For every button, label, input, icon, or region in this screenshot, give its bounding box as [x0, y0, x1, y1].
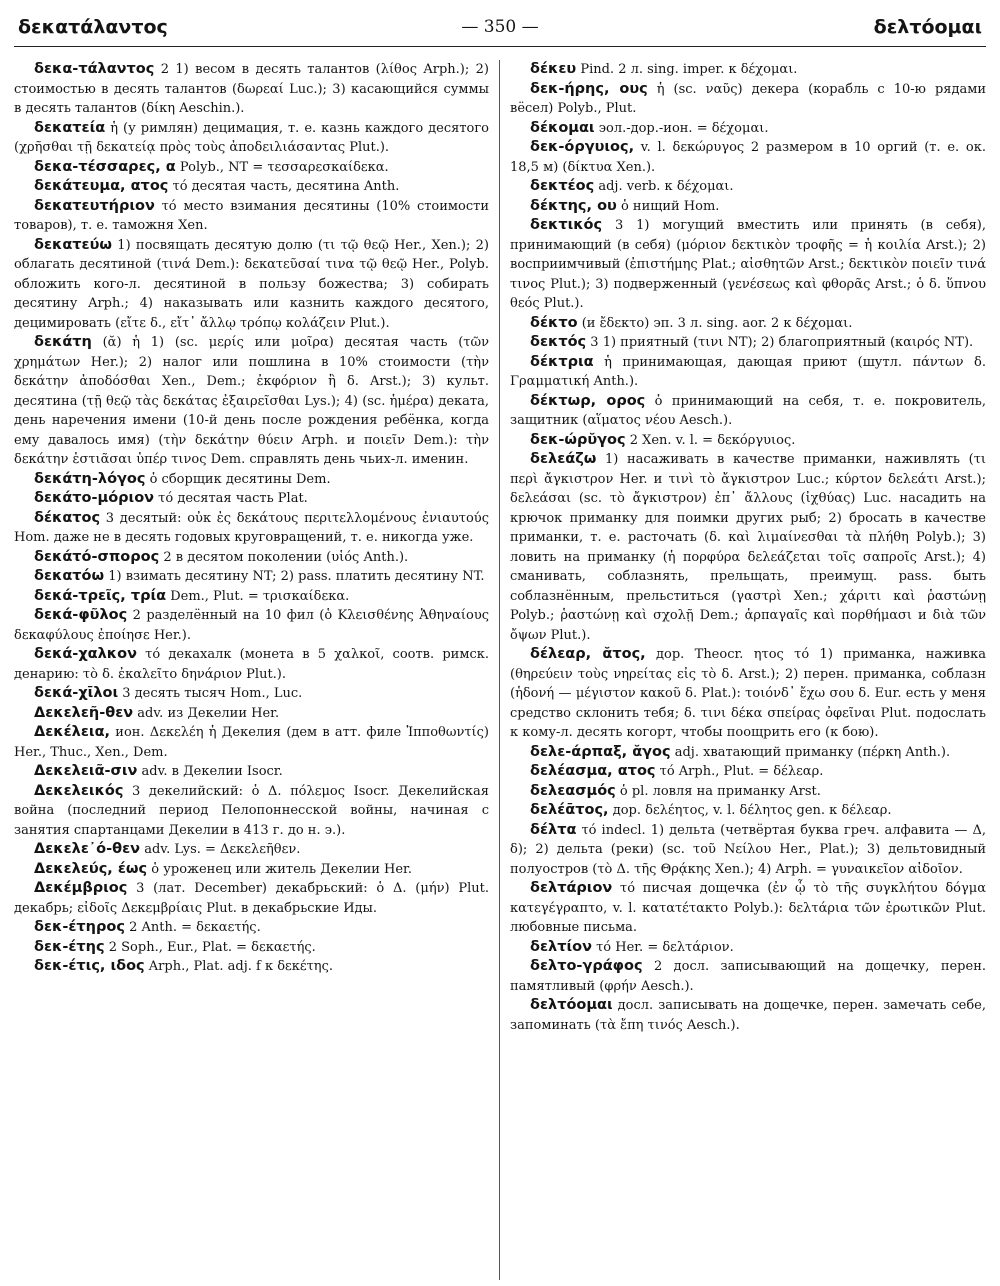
- dictionary-entry: [510, 431, 986, 451]
- entry-definition: τό место взимания десятины (10% стоимости товаров), т. е. таможня Xen.: [14, 198, 489, 233]
- entry-headword: δέκομαι: [530, 119, 595, 136]
- dictionary-entry: [510, 197, 986, 217]
- entry-definition: adj. хватающий приманку (πέρκη Anth.).: [670, 744, 951, 760]
- entry-headword: δέκτης, ου: [530, 197, 617, 214]
- entry-headword: Δεκέλεια,: [34, 724, 111, 740]
- entry-headword: δελτίον: [530, 938, 592, 955]
- dictionary-entry: [14, 158, 489, 178]
- entry-definition: 3 десять тысяч Hom., Luc.: [118, 686, 303, 701]
- dictionary-columns: [14, 60, 986, 1280]
- page-number: — 350 —: [461, 17, 539, 37]
- entry-headword: Δεκέμβριος: [34, 880, 128, 896]
- dictionary-entry: [510, 353, 986, 392]
- entry-headword: δεκάτο-μόριον: [34, 490, 155, 506]
- entry-headword: δελτάριον: [530, 880, 613, 896]
- entry-definition: τό писчая дощечка (ἐν ᾧ τὸ τῆς συγκλήτου δόγμα κατεγέγραπτο, v. l. κατατέτακτο Polyb.): δελτάρια τῶν ἐρωτικῶν Plut. любовные письма.: [510, 881, 986, 935]
- entry-headword: δεκα-τάλαντος: [34, 61, 155, 77]
- entry-headword: δεκάτη: [34, 334, 92, 350]
- dictionary-entry: [510, 314, 986, 334]
- entry-headword: δέκτωρ, ορος: [530, 392, 646, 409]
- page-header: [14, 10, 986, 47]
- entry-definition: (и ἔδεκτο) эп. 3 л. sing. aor. 2 к δέχομαι.: [577, 315, 853, 331]
- dictionary-entry: [14, 489, 489, 509]
- dictionary-entry: [510, 333, 986, 353]
- entry-definition: 2 Anth. = δεκαετής.: [124, 920, 261, 935]
- dictionary-entry: [14, 119, 489, 158]
- entry-headword: δελε-άρπαξ, ᾰγος: [530, 743, 671, 760]
- entry-headword: δεκά-χαλκον: [34, 646, 137, 662]
- entry-headword: δελτο-γράφος: [530, 958, 643, 974]
- entry-definition: τό десятая часть Plat.: [154, 491, 308, 506]
- entry-headword: Δεκελειᾶ-σιν: [34, 763, 138, 779]
- dictionary-entry: [14, 587, 489, 607]
- entry-headword: Δεκελεύς, έως: [34, 860, 148, 877]
- dictionary-entry: [510, 450, 986, 645]
- entry-headword: δεκά-χῑλοι: [34, 685, 119, 701]
- dictionary-entry: [510, 821, 986, 880]
- entry-headword: δεκατεία: [34, 119, 106, 136]
- dictionary-entry: [510, 938, 986, 958]
- dictionary-entry: [14, 509, 489, 548]
- right-column: [500, 60, 986, 1280]
- entry-headword: δέκατος: [34, 509, 101, 526]
- dictionary-entry: [510, 762, 986, 782]
- entry-headword: δέκτο: [530, 314, 578, 331]
- entry-headword: δεκατεύω: [34, 236, 113, 253]
- dictionary-entry: [14, 860, 489, 880]
- entry-definition: τό десятая часть, десятина Anth.: [168, 179, 400, 194]
- dictionary-entry: [510, 119, 986, 139]
- dictionary-entry: [14, 879, 489, 918]
- entry-definition: дор. δελέητος, v. l. δέλητος gen. к δέλεαρ.: [608, 803, 892, 818]
- entry-definition: ἡ принимающая, дающая приют (шутл. πάντων δ. Γραμματική Anth.).: [510, 354, 986, 389]
- dictionary-entry: [14, 938, 489, 958]
- running-head-right: δελτόομαι: [873, 16, 982, 38]
- entry-definition: досл. записывать на дощечке, перен. замечать себе, запоминать (τὰ ἔπη τινός Aesch.).: [510, 998, 986, 1033]
- entry-headword: δελτόομαι: [530, 997, 613, 1013]
- entry-definition: ὁ уроженец или житель Декелии Her.: [147, 861, 412, 877]
- dictionary-entry: [510, 60, 986, 80]
- entry-headword: δεκάτό-σπορος: [34, 548, 160, 565]
- entry-headword: δεκτέος: [530, 178, 595, 194]
- entry-definition: дор. Theocr. ητος τό 1) приманка, наживка (θηρεύειν τοὺς νηρείτας εἰς τὸ δ. Arst.); 2) перен. приманка, соблазн (ἡδονή — μέγιστον κακοῦ δ. Plat.): τοιόνδ᾽ ἔχω σου δ. Eur. есть у меня средство склонить тебя; δ. τινι δέκα σπείρας ὀφεῖναι Plut. подослать к кому-л. десять когорт, чтобы поощрить его (к бою).: [510, 647, 986, 740]
- dictionary-entry: [14, 236, 489, 334]
- entry-definition: 3 декелийский: ὁ Δ. πόλεμος Isocr. Декелийская война (последний период Пелопоннесской войны, начиная с занятия спартанцами Декелии в 413 г. до н. э.).: [14, 783, 489, 838]
- entry-definition: Polyb., NT = τεσσαρεσκαίδεκα.: [175, 159, 389, 175]
- dictionary-entry: [510, 879, 986, 938]
- entry-definition: 1) посвящать десятую долю (τι τῷ θεῷ Her., Xen.); 2) облагать десятиной (τινά Dem.): δεκατεῦσαί τινα τῷ θεῷ Her., Polyb. обложить кого-л. десятиной в пользу божества; 3) собирать десятину Arph.; 4) наказывать или казнить каждого десятого, децимировать (εἴτε δ., εἴτ᾽ ἄλλῳ τρόπῳ κολάζειν Plut.).: [14, 237, 489, 331]
- entry-headword: δελεασμός: [530, 782, 616, 799]
- entry-headword: δεκατόω: [34, 568, 105, 584]
- dictionary-entry: [510, 782, 986, 802]
- entry-definition: 2 в десятом поколении (υἱός Anth.).: [159, 549, 409, 565]
- entry-definition: ὁ сборщик десятины Dem.: [145, 471, 331, 487]
- dictionary-entry: [14, 684, 489, 704]
- dictionary-entry: [14, 645, 489, 684]
- entry-headword: δέλτα: [530, 821, 577, 838]
- entry-definition: ὁ нищий Hom.: [616, 198, 720, 214]
- dictionary-entry: [14, 606, 489, 645]
- entry-definition: τό Her. = δελτάριον.: [591, 939, 734, 955]
- entry-definition: 3 (лат. December) декабрьский: ὁ Δ. (μήν) Plut. декабрь; εἰδοῖς Δεκεμβρίαις Plut. в декабрьские Иды.: [14, 881, 489, 916]
- entry-definition: Pind. 2 л. sing. imper. к δέχομαι.: [576, 62, 798, 77]
- entry-headword: δεκτικός: [530, 217, 603, 233]
- running-head-left: δεκατάλαντος: [18, 16, 168, 38]
- entry-headword: δεκ-ώρῠγος: [530, 431, 626, 448]
- entry-definition: эол.-дор.-ион. = δέχομαι.: [594, 120, 769, 136]
- entry-definition: τό indecl. 1) дельта (четвёртая буква греч. алфавита — Δ, δ); 2) дельта (реки) (sc. τοῦ Νείλου Her., Plat.); 3) дельтовидный полуостров (τὸ Δ. τῆς Θρᾴκης Xen.); 4) Arph. = γυναικεῖον αἰδοῖον.: [510, 822, 986, 877]
- entry-definition: ἡ (у римлян) децимация, т. е. казнь каждого десятого (χρῆσθαι τῇ δεκατείᾳ πρὸς τοὺς ἀποδειλιάσαντας Plut.).: [14, 120, 489, 155]
- entry-definition: 1) взимать десятину NT; 2) pass. платить десятину NT.: [104, 569, 485, 584]
- dictionary-entry: [510, 138, 986, 177]
- dictionary-entry: [14, 782, 489, 841]
- entry-definition: 2 Soph., Eur., Plat. = δεκαετής.: [104, 939, 316, 955]
- entry-definition: adv. из Декелии Her.: [133, 705, 280, 721]
- entry-headword: Δεκελε᾽ό-θεν: [34, 841, 141, 857]
- entry-definition: ἡ (sc. ναῦς) декера (корабль с 10-ю рядами вёсел) Polyb., Plut.: [510, 81, 986, 116]
- entry-definition: Arph., Plat. adj. f к δεκέτης.: [144, 959, 334, 974]
- dictionary-entry: [14, 918, 489, 938]
- dictionary-entry: [14, 704, 489, 724]
- entry-headword: δεκ-έτηρος: [34, 919, 125, 935]
- dictionary-entry: [14, 840, 489, 860]
- entry-definition: ион. Δεκελέη ἡ Декелия (дем в атт. филе Ἱπποθωντίς) Her., Thuc., Xen., Dem.: [14, 725, 489, 760]
- entry-headword: Δεκελεῆ-θεν: [34, 704, 134, 721]
- entry-headword: δεκατευτήριον: [34, 197, 155, 214]
- entry-headword: δεκά-τρεῖς, τρία: [34, 587, 167, 604]
- dictionary-entry: [510, 743, 986, 763]
- entry-headword: δεκάτευμα, ατος: [34, 178, 169, 194]
- entry-definition: ὁ принимающий на себя, т. е. покровитель, защитник (αἵματος νέου Aesch.).: [510, 393, 986, 428]
- dictionary-entry: [510, 216, 986, 314]
- entry-definition: 2 Xen. v. l. = δεκόργυιος.: [625, 432, 796, 448]
- dictionary-entry: [14, 548, 489, 568]
- entry-headword: δέκευ: [530, 61, 577, 77]
- entry-headword: δέκτρια: [530, 353, 594, 370]
- dictionary-entry: [14, 470, 489, 490]
- left-column: [14, 60, 500, 1280]
- dictionary-entry: [510, 801, 986, 821]
- entry-headword: δέλεαρ, ᾰτος,: [530, 646, 646, 662]
- dictionary-entry: [510, 645, 986, 743]
- entry-definition: adj. verb. к δέχομαι.: [594, 179, 734, 194]
- entry-headword: δεκάτη-λόγος: [34, 470, 146, 487]
- entry-definition: 3 десятый: οὐκ ἐς δεκάτους περιτελλομένους ἐνιαυτούς Hom. даже не в десять годовых круговращений, т. е. никогда уже.: [14, 510, 489, 545]
- entry-headword: δεκ-έτης: [34, 938, 105, 955]
- dictionary-entry: [14, 177, 489, 197]
- entry-headword: δεκά-φῦλος: [34, 607, 128, 623]
- entry-headword: Δεκελεικός: [34, 782, 124, 799]
- dictionary-entry: [14, 567, 489, 587]
- entry-headword: δεκ-έτις, ιδος: [34, 958, 145, 974]
- entry-definition: (ᾰ) ἡ 1) (sc. μερίς или μοῖρα) десятая часть (τῶν χρημάτων Her.); 2) налог или пошлина в 10% стоимости (τὴν δεκάτην ἀποδόσθαι Xen., Dem.; ἐκφόριον ἢ δ. Arst.); 3) культ. десятина (τῇ θεῷ τὰς δεκάτας ἐξαιρεῖσθαι Lys.); 4) (sc. ἡμέρα) деката, день наречения имени (10-й день после рождения ребёнка, когда ему давалось имя) (τὴν δεκάτην θύειν Arph. и ποιεῖν Dem.): τὴν δεκάτην ἑστιᾶσαι ὑπέρ τινος Dem. справлять день чьих-л. именин.: [14, 335, 489, 467]
- entry-definition: 1) насаживать в качестве приманки, наживлять (τι περὶ ἄγκιστρον Her. и τινὶ τὸ ἄγκιστρον Luc.; κύρτον δελεάτι Arst.); δελεάσαι (sc. τὸ ἄγκιστρον) ἐπ᾽ ἄλλους (ἰχθύας) Luc. насадить на крючок приманку для поимки других рыб; 2) бросать в качестве приманки, т. е. расточать (δ. καὶ λιμαίνεσθαι τὰ πλήθη Polyb.); 3) ловить на приманку (ἡ πορφύρα δελεάζεται τοῖς σαπροῖς Arst.); 4) сманивать, соблазнять, прельщать, преимущ. pass. быть соблазнённым, прельститься (γαστρὶ Xen.; χάριτι καὶ ῥαστώνῃ Polyb.; ῥαστώνῃ καὶ σχολῇ Dem.; ἁρπαγαῖς καὶ πορθήμασι и διὰ τῶν ὄψων Plut.).: [510, 452, 986, 643]
- dictionary-entry: [510, 996, 986, 1035]
- dictionary-entry: [510, 957, 986, 996]
- entry-definition: Dem., Plut. = τρισκαίδεκα.: [166, 588, 350, 604]
- entry-definition: 2 разделённый на 10 фил (ὁ Κλεισθένης Ἀθηναίους δεκαφύλους ἐποίησε Her.).: [14, 608, 489, 643]
- entry-definition: 3 1) могущий вместить или принять (в себя), принимающий (в себя) (μόριον δεκτικὸν τροφῆς = ἡ κοιλία Arst.); 2) восприимчивый (ἐπιστήμης Plat.; αἰσθητῶν Arst.; δεκτικὸν ποιεῖν τινά τινος Plut.); 3) подверженный (γενέσεως καὶ φθορᾶς Arst.; ὁ δ. ὕπνου θεός Plut.).: [510, 218, 986, 311]
- entry-headword: δεκ-όργυιος,: [530, 139, 635, 155]
- entry-definition: 2 досл. записывающий на дощечку, перен. памятливый (φρήν Aesch.).: [510, 959, 986, 994]
- entry-definition: 3 1) приятный (τινι NT); 2) благоприятный (καιρός NT).: [586, 335, 974, 350]
- dictionary-entry: [510, 177, 986, 197]
- dictionary-entry: [14, 197, 489, 236]
- entry-headword: δεκα-τέσσαρες, α: [34, 158, 176, 175]
- entry-definition: adv. в Декелии Isocr.: [137, 764, 283, 779]
- entry-definition: τό декахалк (монета в 5 χαλκοῖ, соотв. римск. денарию: τὸ δ. ἐκαλεῖτο δηνάριον Plut.).: [14, 647, 489, 682]
- entry-definition: 2 1) весом в десять талантов (λίθος Arph.); 2) стоимостью в десять талантов (δωρεαί Luc.); 3) касающийся суммы в десять талантов (δίκη Aeschin.).: [14, 62, 489, 116]
- dictionary-entry: [14, 723, 489, 762]
- entry-headword: δελέασμα, ατος: [530, 763, 656, 779]
- entry-definition: τό Arph., Plut. = δέλεαρ.: [655, 764, 824, 779]
- entry-headword: δελεάζω: [530, 451, 597, 467]
- dictionary-entry: [510, 392, 986, 431]
- entry-definition: ὁ pl. ловля на приманку Arst.: [615, 783, 821, 799]
- entry-definition: v. l. δεκώρυγος 2 размером в 10 оргий (т. е. ок. 18,5 м) (δίκτυα Xen.).: [510, 140, 986, 175]
- entry-headword: δεκτός: [530, 334, 587, 350]
- dictionary-entry: [14, 333, 489, 470]
- entry-headword: δεκ-ήρης, ους: [530, 80, 648, 97]
- entry-definition: adv. Lys. = Δεκελεῆθεν.: [140, 842, 301, 857]
- dictionary-entry: [14, 762, 489, 782]
- dictionary-entry: [14, 957, 489, 977]
- entry-headword: δελέᾱτος,: [530, 802, 609, 818]
- dictionary-entry: [14, 60, 489, 119]
- dictionary-entry: [510, 80, 986, 119]
